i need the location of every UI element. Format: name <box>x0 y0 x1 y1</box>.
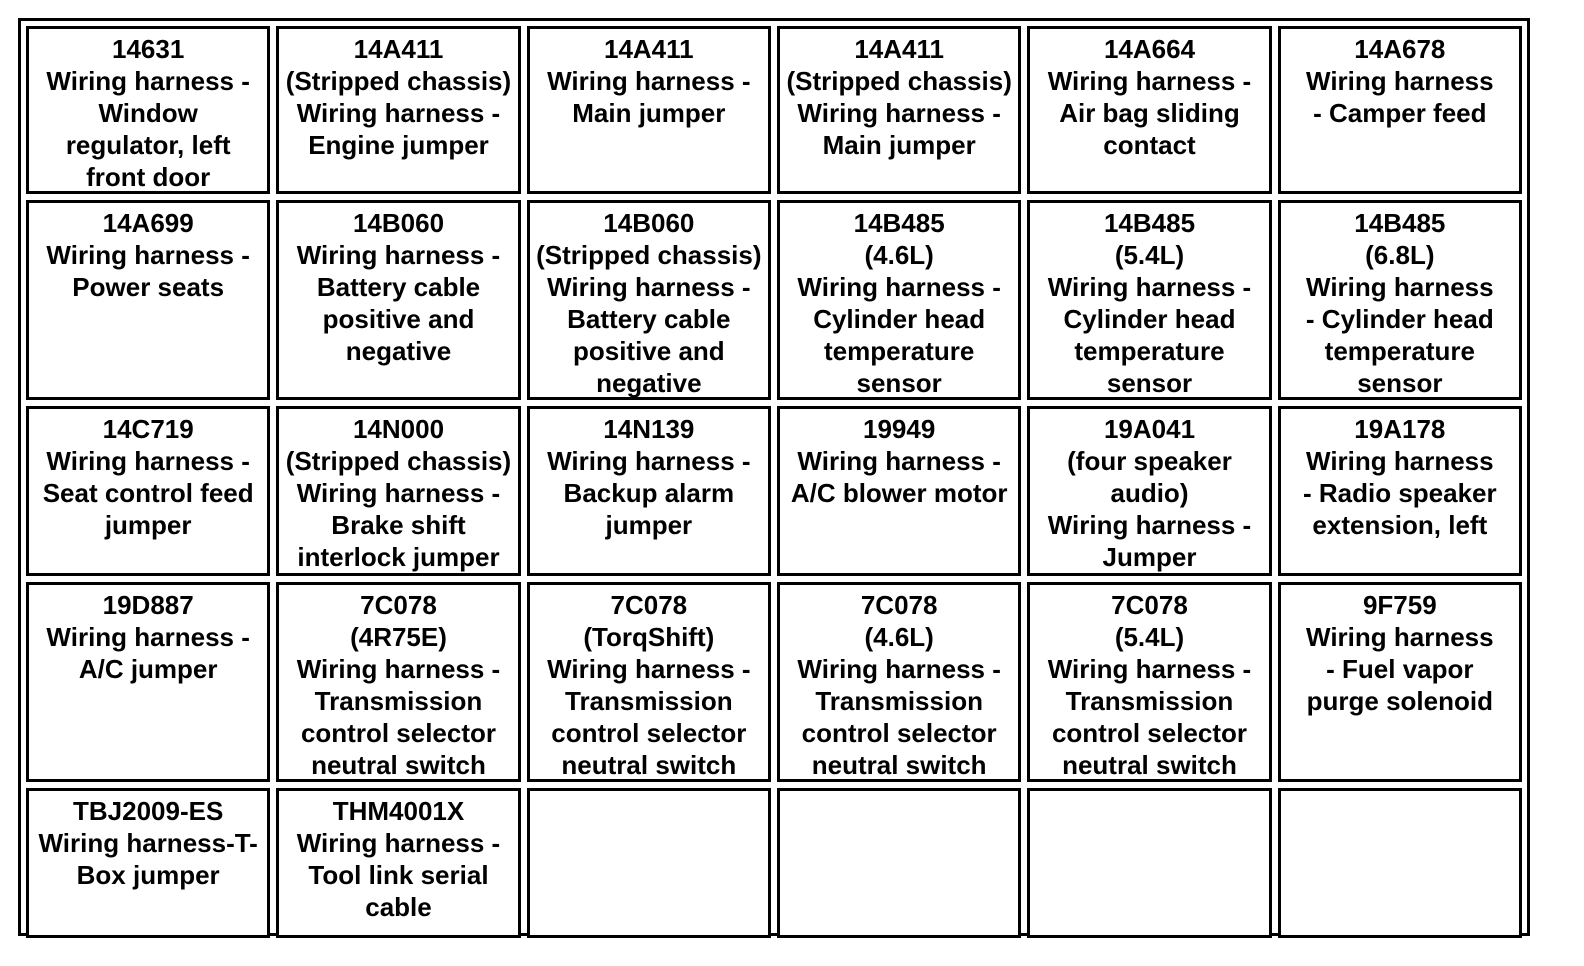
table-cell <box>1278 582 1522 782</box>
table-cell <box>527 26 771 194</box>
table-cell <box>1278 26 1522 194</box>
empty-cell <box>1027 788 1271 938</box>
table-cell <box>26 200 270 400</box>
cell-text: THM4001X Wiring harness - Tool link serial cable <box>296 796 501 922</box>
cell-text: TBJ2009-ES Wiring harness-T- Box jumper <box>38 796 258 890</box>
cell-text: 19A041 (four speaker audio) Wiring harness - Jumper <box>1047 414 1252 572</box>
table-cell <box>527 406 771 576</box>
cell-text: 9F759 Wiring harness - Fuel vapor purge solenoid <box>1306 590 1494 716</box>
cell-text: 14B485 (4.6L) Wiring harness - Cylinder head temperature sensor <box>797 208 1001 398</box>
table-cell <box>777 582 1021 782</box>
cell-text: 7C078 (4.6L) Wiring harness - Transmission control selector neutral switch <box>797 590 1001 780</box>
cell-text: 14B485 (5.4L) Wiring harness - Cylinder head temperature sensor <box>1047 208 1252 398</box>
cell-text: 14631 Wiring harness - Window regulator, left front door <box>46 34 250 192</box>
cell-text: 19949 Wiring harness - A/C blower motor <box>790 414 1008 508</box>
table-cell <box>26 788 270 938</box>
table-cell <box>1278 406 1522 576</box>
cell-text: 14A664 Wiring harness - Air bag sliding contact <box>1047 34 1252 160</box>
table-cell <box>527 582 771 782</box>
table-cell <box>26 26 270 194</box>
table-cell <box>527 200 771 400</box>
cell-text: 14A411 (Stripped chassis) Wiring harness - Engine jumper <box>285 34 512 160</box>
table-cell <box>1027 200 1271 400</box>
cell-text: 14B060 Wiring harness - Battery cable positive and negative <box>296 208 501 366</box>
table-cell <box>276 582 520 782</box>
cell-text: 14A678 Wiring harness - Camper feed <box>1306 34 1494 128</box>
cell-text: 14A699 Wiring harness - Power seats <box>46 208 250 302</box>
cell-text: 14N139 Wiring harness - Backup alarm jumper <box>547 414 751 540</box>
cell-text: 19D887 Wiring harness - A/C jumper <box>46 590 250 684</box>
table-cell <box>1027 26 1271 194</box>
empty-cell <box>1278 788 1522 938</box>
parts-table <box>18 18 1530 936</box>
cell-text: 14N000 (Stripped chassis) Wiring harness - Brake shift interlock jumper <box>285 414 512 572</box>
cell-text: 7C078 (5.4L) Wiring harness - Transmission control selector neutral switch <box>1047 590 1252 780</box>
table-cell <box>276 200 520 400</box>
table-cell <box>777 406 1021 576</box>
cell-text: 14C719 Wiring harness - Seat control feed jumper <box>42 414 254 540</box>
cell-text: 14B060 (Stripped chassis) Wiring harness - Battery cable positive and negative <box>536 208 762 398</box>
empty-cell <box>777 788 1021 938</box>
table-cell <box>26 406 270 576</box>
table-cell <box>1027 406 1271 576</box>
table-cell <box>777 200 1021 400</box>
cell-text: 14A411 (Stripped chassis) Wiring harness - Main jumper <box>786 34 1012 160</box>
empty-cell <box>527 788 771 938</box>
table-cell <box>1027 582 1271 782</box>
table-cell <box>26 582 270 782</box>
cell-text: 14A411 Wiring harness - Main jumper <box>547 34 751 128</box>
table-cell <box>1278 200 1522 400</box>
cell-text: 19A178 Wiring harness - Radio speaker extension, left <box>1303 414 1497 540</box>
cell-text: 14B485 (6.8L) Wiring harness - Cylinder head temperature sensor <box>1305 208 1494 398</box>
cell-text: 7C078 (TorqShift) Wiring harness - Transmission control selector neutral switch <box>547 590 751 780</box>
table-cell <box>276 406 520 576</box>
table-cell <box>777 26 1021 194</box>
table-cell <box>276 26 520 194</box>
table-cell <box>276 788 520 938</box>
cell-text: 7C078 (4R75E) Wiring harness - Transmission control selector neutral switch <box>296 590 501 780</box>
